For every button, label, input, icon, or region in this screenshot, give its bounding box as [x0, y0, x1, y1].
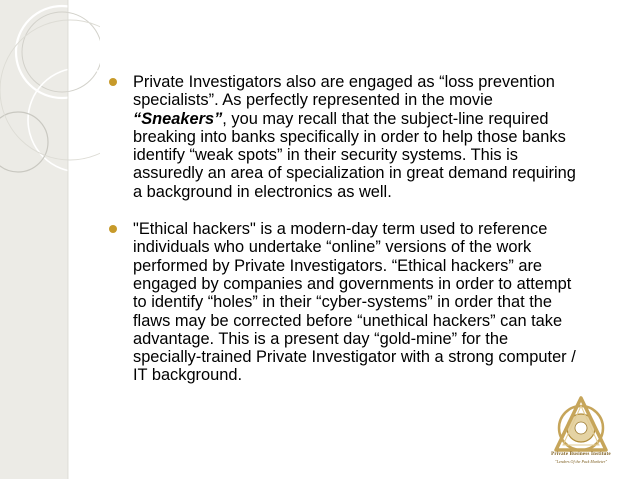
bullet-text-line	[133, 330, 623, 348]
text-segment: engaged by companies and governments in order to attempt	[133, 274, 572, 293]
bullet-text-line	[133, 312, 623, 330]
bullet-text-line	[133, 91, 623, 109]
bullet-text-line	[133, 110, 623, 128]
text-segment: flaws may be corrected before “unethical hackers” can take	[133, 311, 563, 330]
text-segment: breaking into banks specifically in order to help those banks	[133, 127, 566, 146]
bullet-text-line	[133, 366, 623, 384]
text-segment: Private Investigators also are engaged as “loss prevention	[133, 73, 555, 91]
bullet-text-line	[133, 257, 623, 275]
bullet-text-line	[133, 238, 623, 256]
bullet-text-line	[133, 293, 623, 311]
decorative-rings	[0, 0, 100, 479]
bullet-item	[103, 220, 623, 385]
bullet-text-line	[133, 146, 623, 164]
bullet-text-line	[133, 73, 623, 91]
text-segment: individuals who undertake “online” versions of the work	[133, 238, 532, 257]
text-segment: assuredly an area of specialization in great demand requiring	[133, 164, 576, 183]
bullet-text-line	[133, 275, 623, 293]
bullet-list	[103, 73, 623, 404]
bullet-dot-icon	[109, 225, 117, 233]
bullet-dot-icon	[109, 78, 117, 86]
bullet-text-line	[133, 183, 623, 201]
logo-tagline: "Lenders Of the Pack Marketer"	[554, 459, 607, 464]
text-segment: to identify “holes” in their “cyber-systems” in order that the	[133, 293, 553, 312]
text-segment: specialists”. As perfectly represented in the movie	[133, 91, 493, 110]
text-segment: IT background.	[133, 366, 243, 385]
bullet-text-line	[133, 128, 623, 146]
text-segment: advantage. This is a present day “gold-mine” for the	[133, 329, 509, 348]
bullet-text-line	[133, 164, 623, 182]
bullet-item	[103, 73, 623, 201]
bullet-text-line	[133, 348, 623, 366]
text-segment: identify “weak spots” in their security systems. This is	[133, 146, 518, 165]
bullet-text-line	[133, 220, 623, 238]
logo-name: Private Business Institute	[551, 452, 611, 457]
movie-title: “Sneakers”	[133, 109, 223, 128]
text-segment: performed by Private Investigators. “Ethical hackers” are	[133, 256, 543, 275]
text-segment: specially-trained Private Investigator with a strong computer /	[133, 348, 576, 367]
text-segment: "Ethical hackers" is a modern-day term used to reference	[133, 220, 548, 239]
text-segment: , you may recall that the subject-line required	[222, 109, 549, 128]
text-segment: a background in electronics as well.	[133, 182, 392, 201]
